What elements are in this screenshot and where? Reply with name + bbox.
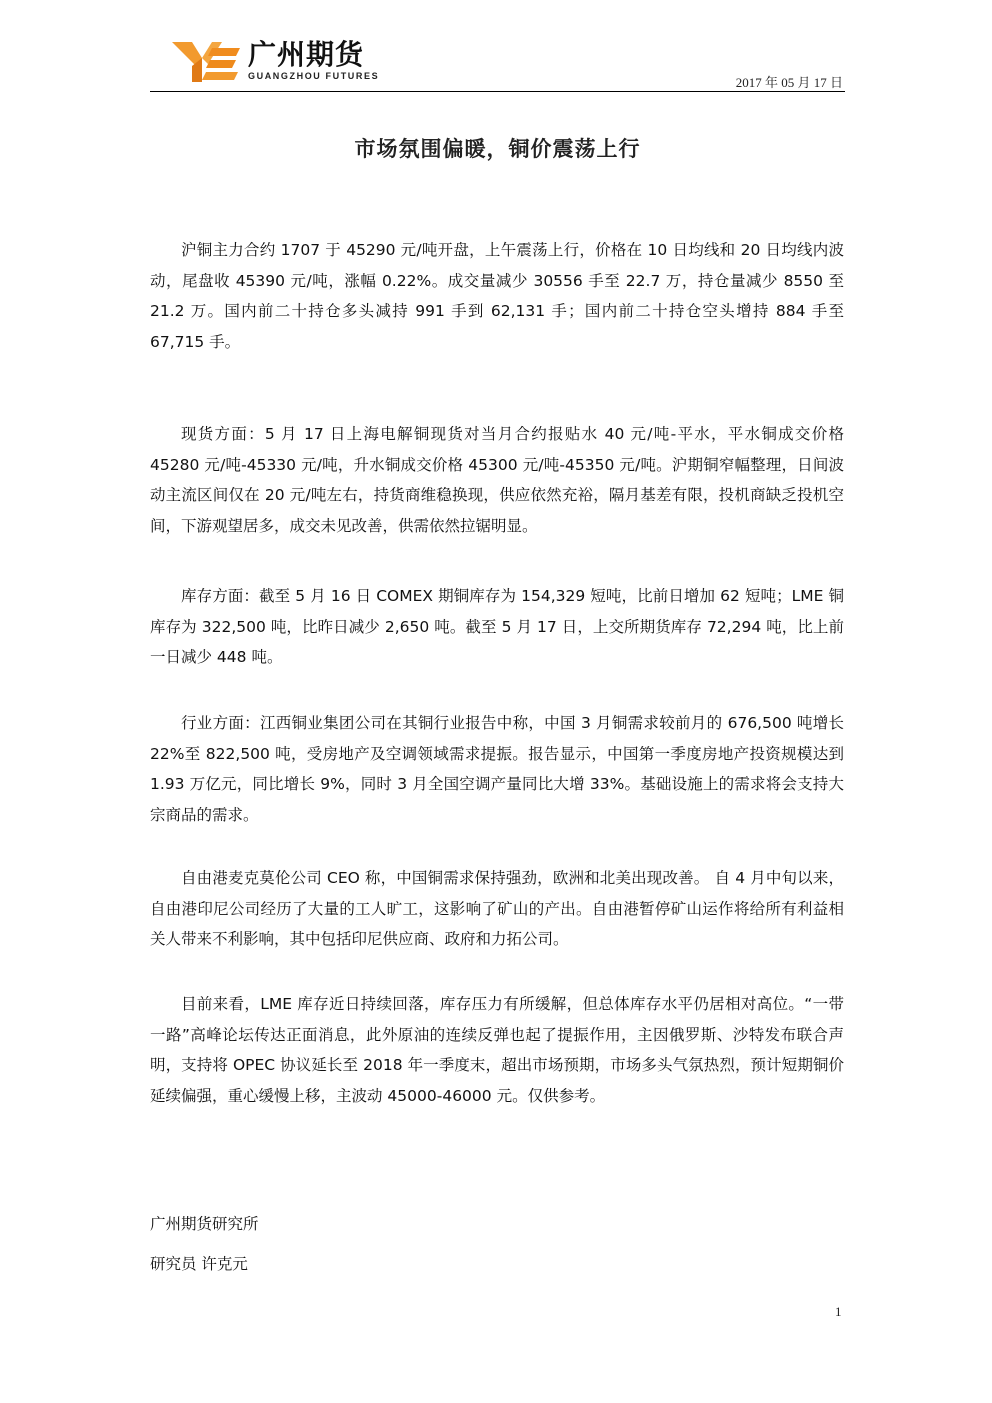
signature-researcher: 研究员 许克元 [150,1255,248,1273]
paragraph-industry: 行业方面：江西铜业集团公司在其铜行业报告中称，中国 3 月铜需求较前月的 676,500 吨增长 22%至 822,500 吨，受房地产及空调领域需求提振。报告显示，中国第一季度房地产投资规模达到 1.93 万亿元，同比增长 9%，同时 3 月全国空调产量同比大增 33%。基础设施上的需求将会支持大宗商品的需求。 [150,714,844,824]
page-header [150,34,845,92]
report-date: 2017 年 05 月 17 日 [735,75,843,90]
signature-org: 广州期货研究所 [150,1215,259,1233]
logo-english-text: GUANGZHOU FUTURES [248,71,380,81]
paragraph-freeport: 自由港麦克莫伦公司 CEO 称，中国铜需求保持强劲，欧洲和北美出现改善。 自 4 月中旬以来，自由港印尼公司经历了大量的工人旷工，这影响了矿山的产出。自由港暂停矿山运作将给所有利益相关人带来不利影响，其中包括印尼供应商、政府和力拓公司。 [150,869,844,948]
paragraph-outlook: 目前来看，LME 库存近日持续回落，库存压力有所缓解，但总体库存水平仍居相对高位。“一带一路”高峰论坛传达正面消息，此外原油的连续反弹也起了提振作用，主因俄罗斯、沙特发布联合声明，支持将 OPEC 协议延长至 2018 年一季度末，超出市场预期，市场多头气氛热烈，预计短期铜价延续偏强，重心缓慢上移，主波动 45000-46000 元。仅供参考。 [150,995,844,1105]
paragraph-spot: 现货方面：5 月 17 日上海电解铜现货对当月合约报贴水 40 元/吨-平水，平水铜成交价格 45280 元/吨-45330 元/吨，升水铜成交价格 45300 元/吨-45350 元/吨。沪期铜窄幅整理，日间波动主流区间仅在 20 元/吨左右，持货商维稳换现，供应依然充裕，隔月基差有限，投机商缺乏投机空间，下游观望居多，成交未见改善，供需依然拉锯明显。 [150,425,844,535]
guangzhou-futures-logo-icon [172,38,242,84]
report-title: 市场氛围偏暖，铜价震荡上行 [354,137,641,161]
logo-chinese-text: 广州期货 [248,38,365,71]
paragraph-market-overview: 沪铜主力合约 1707 于 45290 元/吨开盘，上午震荡上行，价格在 10 日均线和 20 日均线内波动，尾盘收 45390 元/吨，涨幅 0.22%。成交量减少 30556 手至 22.7 万，持仓量减少 8550 至 21.2 万。国内前二十持仓多头减持 991 手到 62,131 手；国内前二十持仓空头增持 884 手至 67,715 手。 [150,241,844,351]
paragraph-inventory: 库存方面：截至 5 月 16 日 COMEX 期铜库存为 154,329 短吨，比前日增加 62 短吨；LME 铜库存为 322,500 吨，比昨日减少 2,650 吨。截至 5 月 17 日，上交所期货库存 72,294 吨，比上前一日减少 448 吨。 [150,587,844,666]
page-number: 1 [835,1304,842,1319]
header-divider [150,91,845,92]
